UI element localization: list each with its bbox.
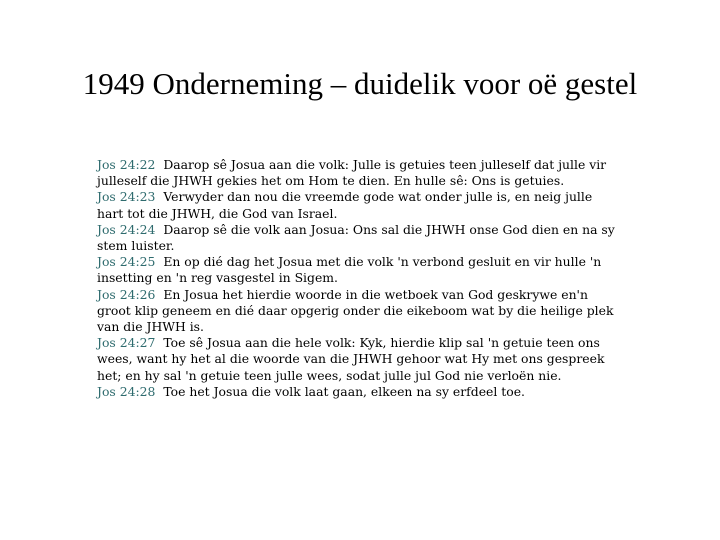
verse-reference: Jos 24:26: [97, 286, 156, 302]
verse-reference: Jos 24:22: [97, 157, 156, 172]
verse-reference: Jos 24:28: [97, 383, 156, 399]
verse-jos-24-27: [97, 335, 617, 384]
verse-reference: Jos 24:25: [97, 254, 156, 270]
verse-text: Toe sê Josua aan die hele volk: Kyk, hierdie klip sal 'n getuie teen ons wees, want hy het al die woorde van die JHWH gehoor wat Hy met ons gespreek het; en hy sal 'n getuie teen julle wees, sodat julle jul God nie verloën nie.: [97, 335, 605, 383]
slide-title: 1949 Onderneming – duidelik voor oë gestel: [82, 66, 638, 101]
verse-text: Toe het Josua die volk laat gaan, elkeen na sy erfdeel toe.: [163, 383, 525, 399]
verse-jos-24-28: [97, 384, 617, 400]
verse-jos-24-23: [97, 189, 617, 221]
verse-text: Verwyder dan nou die vreemde gode wat onder julle is, en neig julle hart tot die JHWH, die God van Israel.: [97, 189, 593, 221]
verse-jos-24-24: [97, 222, 617, 254]
verse-jos-24-26: [97, 287, 617, 336]
verse-jos-24-25: [97, 254, 617, 286]
verse-text: En op dié dag het Josua met die volk 'n verbond gesluit en vir hulle 'n insetting en 'n reg vasgestel in Sigem.: [97, 254, 602, 286]
verse-jos-24-22: [97, 157, 617, 189]
verse-reference: Jos 24:23: [97, 189, 156, 205]
verse-reference: Jos 24:27: [97, 335, 156, 351]
verse-text: Daarop sê die volk aan Josua: Ons sal die JHWH onse God dien en na sy stem luister.: [97, 221, 615, 254]
verse-reference: Jos 24:24: [97, 221, 156, 237]
verse-text: Daarop sê Josua aan die volk: Julle is getuies teen julleself dat julle vir julleself die JHWH gekies het om Hom te dien. En hulle sê: Ons is getuies.: [97, 157, 607, 189]
scripture-passage: [97, 157, 617, 400]
verse-text: En Josua het hierdie woorde in die wetboek van God geskrywe en'n groot klip geneem en dié daar opgerig onder die eikeboom wat by die heilige plek van die JHWH is.: [97, 286, 614, 335]
